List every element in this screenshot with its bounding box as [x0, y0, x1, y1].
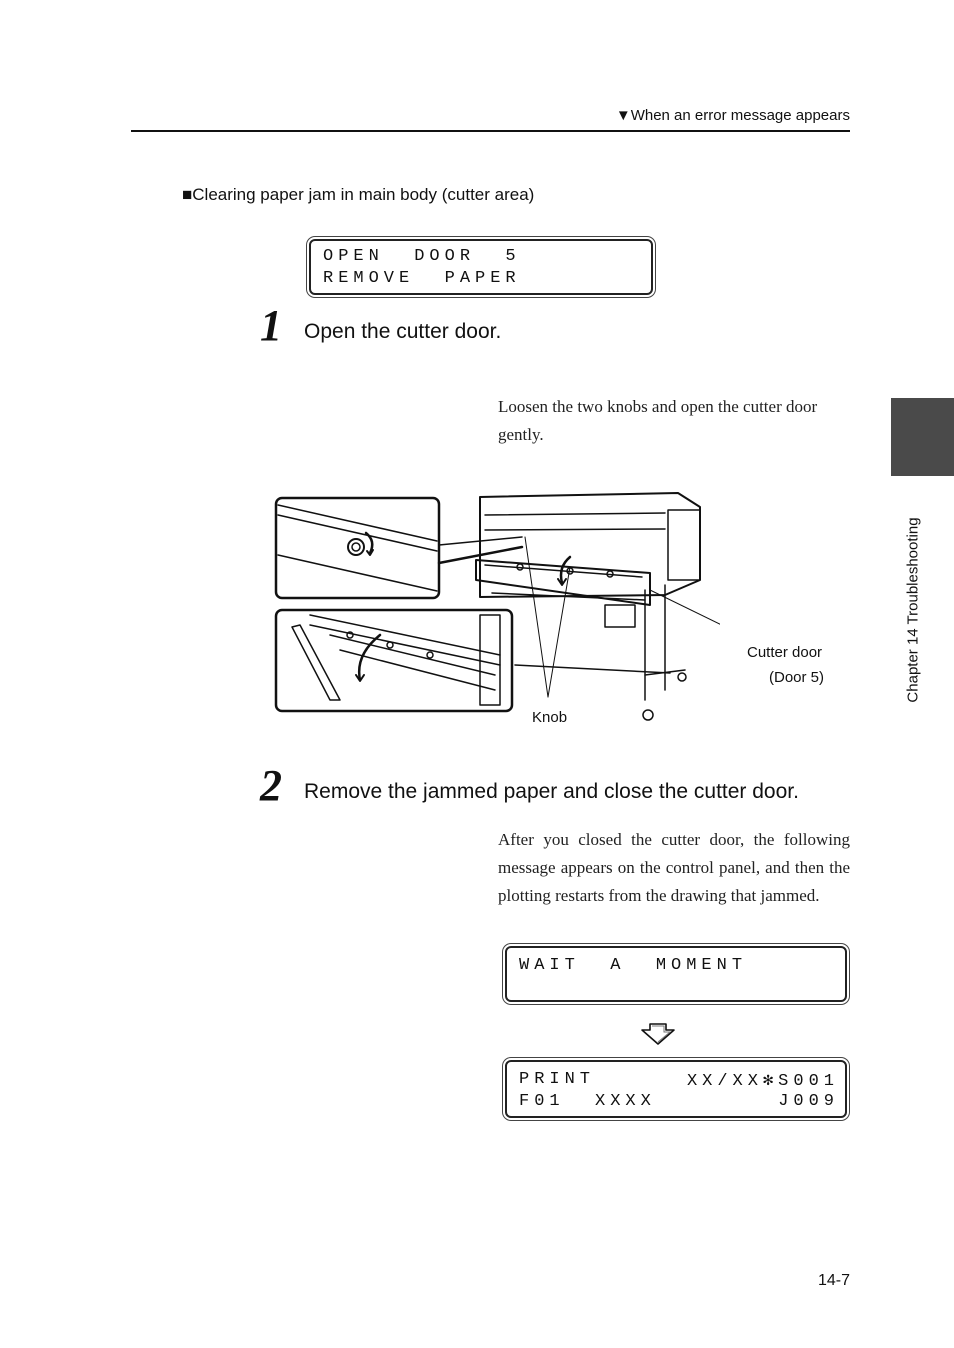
chapter-tab-block [891, 398, 954, 476]
lcd-panel-open-door [309, 239, 653, 295]
lcd-line-2-left: F01 XXXX [519, 1092, 656, 1111]
label-knob: Knob [532, 709, 568, 726]
label-door-5: (Door 5) [769, 669, 825, 686]
label-cutter-door: Cutter door [747, 644, 823, 661]
page-number: 14-7 [817, 1272, 850, 1289]
step-2-description: After you closed the cutter door, the following message appears on the control panel, and then the plotting restarts from the drawing that jammed. [498, 830, 850, 905]
lcd-line-1-left: PRINT [519, 1070, 596, 1089]
running-header: ▼When an error message appears [615, 107, 850, 124]
lcd-line-1: OPEN DOOR 5 [323, 247, 521, 266]
lcd-panel-print [505, 1060, 847, 1118]
lcd-panel-wait [505, 946, 847, 1002]
chapter-side-label: Chapter 14 Troubleshooting [904, 517, 922, 703]
lcd-line-2-right: J009 [778, 1092, 839, 1111]
header-rule [131, 130, 850, 132]
down-arrow-icon [640, 1022, 676, 1046]
lcd-line-1-right: XX/XX✻S001 [686, 1072, 839, 1091]
step-1-description: Loosen the two knobs and open the cutter door gently. [498, 397, 818, 444]
step-number-1: 1 [260, 301, 282, 350]
section-title: ■Clearing paper jam in main body (cutter area) [182, 185, 535, 204]
step-number-2: 2 [260, 761, 282, 810]
lcd-line-1: WAIT A MOMENT [519, 956, 748, 975]
lcd-line-2: REMOVE PAPER [323, 269, 521, 288]
step-2-heading: Remove the jammed paper and close the cutter door. [304, 780, 799, 803]
printer-illustration [270, 485, 720, 730]
step-1-heading: Open the cutter door. [304, 320, 502, 343]
